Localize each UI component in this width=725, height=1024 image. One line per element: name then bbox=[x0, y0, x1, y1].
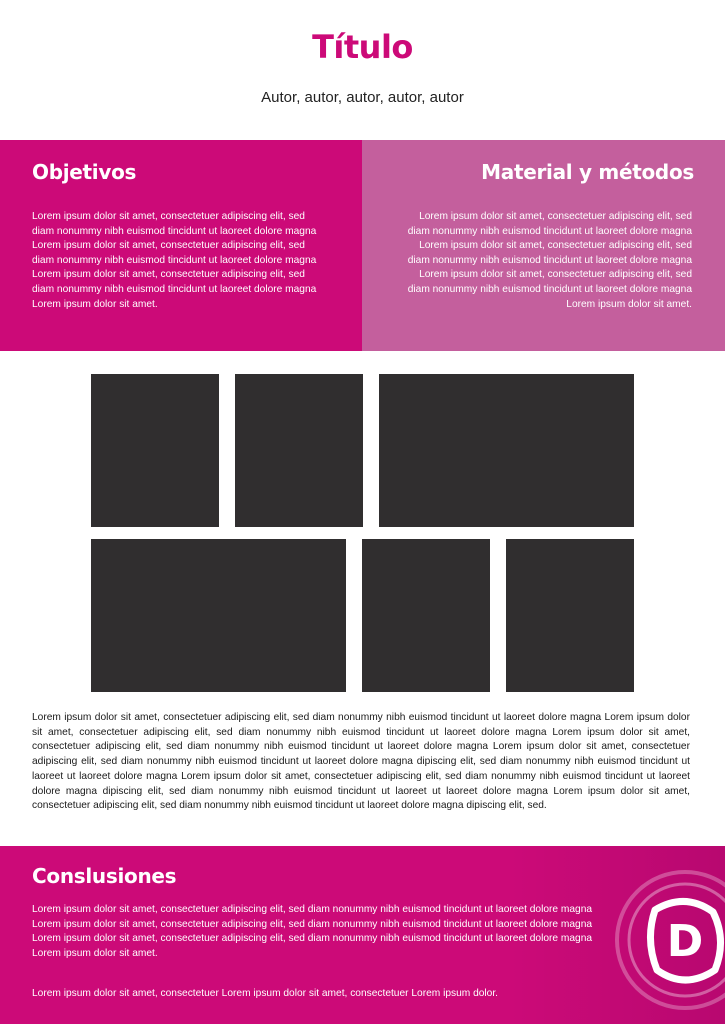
conclusiones-section bbox=[0, 846, 725, 1024]
page-title: Título bbox=[312, 28, 413, 66]
objetivos-text: Lorem ipsum dolor sit amet, consectetuer adipiscing elit, sed diam nonummy nibh euismod tincidunt ut laoreet dolore magna Lorem ipsum dolor sit amet, consectetuer adipiscing elit, sed diam nonummy nibh euismod tincidunt ut laoreet dolore magna Lorem ipsum dolor sit amet, consectetuer adipiscing elit, sed diam nonummy nibh euismod tincidunt ut laoreet dolore magna Lorem ipsum dolor sit amet. bbox=[32, 211, 317, 310]
image-placeholder-6 bbox=[506, 539, 634, 692]
objetivos-section bbox=[0, 140, 362, 351]
d-logo-icon bbox=[615, 870, 725, 1010]
image-placeholder-2 bbox=[235, 374, 363, 527]
image-placeholder-4 bbox=[91, 539, 346, 692]
image-placeholder-5 bbox=[362, 539, 490, 692]
image-placeholder-3 bbox=[379, 374, 634, 527]
logo-letter: D bbox=[666, 916, 704, 967]
conclusiones-text-2: Lorem ipsum dolor sit amet, consectetuer Lorem ipsum dolor sit amet, consectetuer Lorem ipsum dolor. bbox=[32, 988, 498, 999]
objetivos-heading: Objetivos bbox=[32, 160, 137, 184]
authors-line: Autor, autor, autor, autor, autor bbox=[261, 89, 464, 106]
conclusiones-text-1: Lorem ipsum dolor sit amet, consectetuer adipiscing elit, sed diam nonummy nibh euismod tincidunt ut laoreet dolore magna Lorem ipsum dolor sit amet, consectetuer adipiscing elit, sed diam nonummy nibh euismod tincidunt ut laoreet dolore magna Lorem ipsum dolor sit amet, consectetuer adipiscing elit, sed diam nonummy nibh euismod tincidunt ut laoreet dolore magna Lorem ipsum dolor sit amet. bbox=[32, 904, 593, 959]
conclusiones-heading: Conslusiones bbox=[32, 864, 177, 888]
material-metodos-section bbox=[362, 140, 725, 351]
material-metodos-text: Lorem ipsum dolor sit amet, consectetuer adipiscing elit, sed diam nonummy nibh euismod tincidunt ut laoreet dolore magna Lorem ipsum dolor sit amet, consectetuer adipiscing elit, sed diam nonummy nibh euismod tincidunt ut laoreet dolore magna Lorem ipsum dolor sit amet, consectetuer adipiscing elit, sed diam nonummy nibh euismod tincidunt ut laoreet dolore magna Lorem ipsum dolor sit amet. bbox=[407, 211, 692, 310]
material-metodos-heading: Material y métodos bbox=[481, 160, 694, 184]
body-paragraph: Lorem ipsum dolor sit amet, consectetuer adipiscing elit, sed diam nonummy nibh euismod tincidunt ut laoreet dolore magna Lorem ipsum dolor sit amet, consectetuer adipiscing elit, sed diam nonummy nibh euismod tincidunt ut laoreet dolore magna Lorem ipsum dolor sit amet, consectetuer adipiscing elit, sed diam nonummy nibh euismod tincidunt ut laoreet dolore magna Lorem ipsum dolor sit amet, consectetuer adipiscing elit, sed diam nonummy nibh euismod tincidunt ut laoreet dolore magna dipiscing elit, sed diam nonummy nibh euismod tincidunt ut laoreet ut laoreet dolore magna Lorem ipsum dolor sit amet, consectetuer adipiscing elit, sed diam nonummy nibh euismod tincidunt ut laoreet dolore magna dipiscing elit, sed diam nonummy nibh euismod tincidunt ut laoreet ut laoreet dolore magna Lorem ipsum dolor sit amet, consectetuer adipiscing elit, sed diam nonummy nibh euismod tincidunt ut laoreet dolore magna dipiscing elit, sed. bbox=[32, 712, 690, 812]
image-placeholder-1 bbox=[91, 374, 219, 527]
